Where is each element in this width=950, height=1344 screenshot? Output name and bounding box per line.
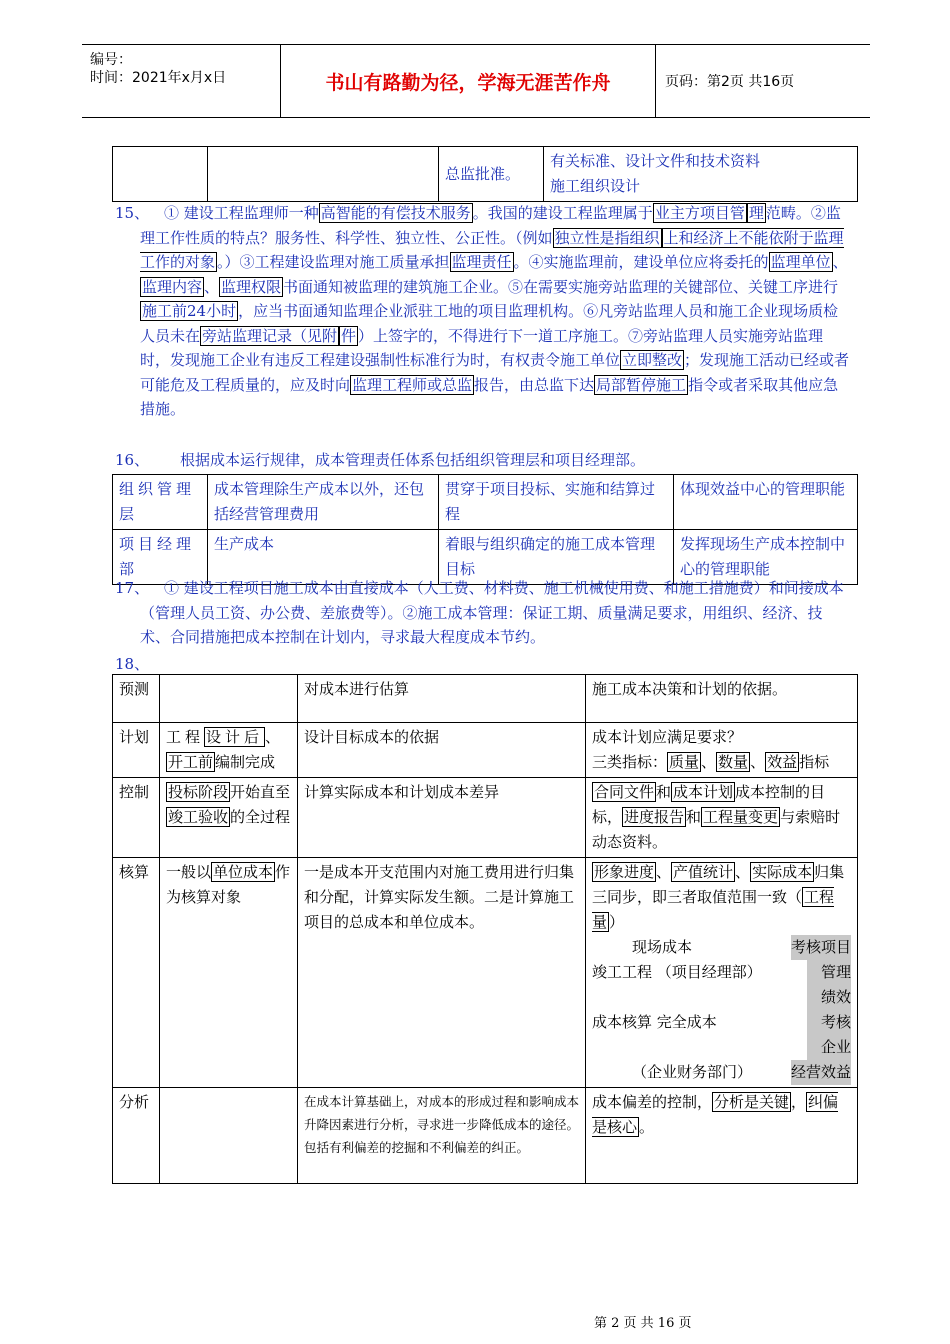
header-motto: 书山有路勤为径，学海无涯苦作舟 (281, 45, 656, 117)
page-header (82, 44, 870, 118)
top-table-cell: 总监批准。 (439, 147, 544, 202)
boxed-term: 工程量 (592, 888, 835, 931)
text-run: 成本核算 完全成本 (592, 1013, 717, 1031)
text-run: 成本偏差的控制， (592, 1093, 713, 1111)
row-label: 计划 (113, 723, 160, 778)
boxed-term: 效益 (767, 753, 798, 771)
boxed-term: 独立性是指组织 (554, 228, 660, 247)
text-run: 、 (656, 863, 672, 881)
text-run: 作为核算对象 (166, 863, 291, 906)
table-cell: 施工成本决策和计划的依据。 (586, 675, 858, 723)
boxed-term: 监理内容 (142, 277, 203, 296)
boxed-term: 形象进度 (594, 863, 655, 881)
text-run: 竣工工程 （项目经理部） (592, 963, 762, 981)
table-cell: 项目经理部 (113, 530, 208, 585)
text-run: 指标 (799, 753, 830, 771)
cell-line: 有关标准、设计文件和技术资料 (550, 152, 761, 170)
boxed-term: 开工前 (168, 753, 214, 771)
text-run: 。 (639, 1118, 655, 1136)
boxed-term: 产值统计 (673, 863, 734, 881)
text-run: 、 (265, 728, 281, 746)
text-run: 范畴。②监理工作性质的特点？服务性、科学性、独立性、公正性。（例如 (140, 204, 841, 247)
text-run: 和 (686, 808, 702, 826)
section-17-number: 17、 (115, 579, 150, 597)
text-run: 。）③工程建设监理对施工质量承担 (217, 253, 450, 271)
table-cell: 着眼与组织确定的施工成本管理目标 (439, 530, 674, 585)
text-run: ；发现施工活动已经或者可能危及工程质量的，应及时向 (140, 351, 850, 394)
row-label: 核算 (113, 858, 160, 1088)
row-label: 预测 (113, 675, 160, 723)
boxed-term: 质量 (669, 753, 700, 771)
cell-line (592, 960, 851, 1010)
header-time: 时间：2021年x月x日 (90, 70, 227, 86)
boxed-term: 理 (748, 204, 764, 222)
boxed-term: 监理责任 (451, 253, 512, 271)
section-15-paragraph (140, 201, 852, 422)
text-run: 书面通知被监理的建筑施工企业。⑤在需要实施旁站监理的关键部位、关键工序进行 (283, 277, 839, 296)
text-run: 归集三同步，即三者取值范围一致（ (592, 863, 845, 906)
text-run: 指令或者采取其他应急措施。 (140, 375, 839, 418)
boxed-term: 局部暂停施工 (596, 375, 687, 394)
table-cell: 组织管理层 (113, 475, 208, 530)
boxed-term: 业主方项目管 (654, 204, 745, 222)
text-run: 、 (701, 753, 717, 771)
cost-responsibility-table (112, 474, 858, 585)
table-cell (160, 858, 298, 1088)
boxed-term: 数量 (718, 753, 749, 771)
boxed-term: 竣工验收 (168, 808, 229, 826)
text-run: ， (791, 1093, 807, 1111)
table-cell: 体现效益中心的管理职能 (674, 475, 858, 530)
boxed-term: 施工前24小时 (142, 302, 237, 320)
shaded-term: 管理绩效 (807, 960, 851, 1010)
boxed-term: 实际成本 (752, 863, 813, 881)
boxed-term: 设计后 (206, 728, 264, 746)
text-run: 和 (656, 783, 672, 801)
table-cell: 在成本计算基础上，对成本的形成过程和影响成本升降因素进行分析，寻求进一步降低成本的途径。包括有利偏差的挖掘和不利偏差的纠正。 (298, 1088, 586, 1184)
boxed-term: 分析是关键 (714, 1093, 790, 1111)
text-run: ） (609, 913, 625, 931)
header-page-number: 页码：第2页 共16页 (665, 74, 795, 90)
text-run: 开始直至 (230, 783, 291, 801)
text-run: 。我国的建设工程监理属于 (472, 204, 653, 222)
text-run: 、 (750, 753, 766, 771)
page-footer: 第 2 页 共 16 页 (594, 1316, 692, 1331)
text-run: 与索赔时动态资料。 (592, 808, 841, 851)
text-run: 报告，由总监下达 (474, 375, 595, 394)
table-cell (160, 723, 298, 778)
boxed-term: 纠偏是核心 (592, 1093, 839, 1136)
cell-line (592, 1060, 851, 1085)
serial-number-label: 编号： (90, 52, 132, 68)
boxed-term: 工程量变更 (703, 808, 779, 826)
row-label: 控制 (113, 778, 160, 858)
text-run: 工程 (166, 728, 205, 746)
boxed-term: 合同文件 (594, 783, 655, 801)
top-table-cell (208, 147, 439, 202)
top-table-cell (113, 147, 208, 202)
boxed-term: 监理工程师或总监 (352, 375, 473, 394)
text-run: ① 建设工程项目施工成本由直接成本（人工费、材料费、施工机械使用费、和施工措施费）和间接成本（管理人员工资、办公费、差旅费等）。②施工成本管理：保证工期、质量满足要求，用组织、经济、技术、合同措施把成本控制在计划内，寻求最大程度成本节约。 (140, 579, 844, 646)
text-run: （企业财务部门） (632, 1063, 753, 1081)
section-15-number: 15、 (115, 204, 150, 222)
row-label: 分析 (113, 1088, 160, 1184)
table-cell: 对成本进行估算 (298, 675, 586, 723)
section-16-number: 16、 (115, 451, 150, 469)
boxed-term: 监理权限 (221, 277, 282, 296)
table-cell: 成本管理除生产成本以外，还包括经营管理费用 (208, 475, 439, 530)
top-table-cell (544, 147, 858, 202)
boxed-term: 立即整改 (622, 351, 683, 369)
table-cell (586, 858, 858, 1088)
table-cell (586, 723, 858, 778)
cell-line (592, 935, 851, 960)
boxed-term: 监理单位 (770, 253, 831, 271)
boxed-term: 成本计划 (673, 783, 734, 801)
boxed-term: 件 (341, 326, 357, 345)
section-16-text: 根据成本运行规律，成本管理责任体系包括组织管理层和项目经理部。 (180, 451, 646, 469)
cost-process-table (112, 674, 858, 1184)
text-run: 编制完成 (215, 753, 276, 771)
shaded-term: 经营效益 (791, 1060, 851, 1085)
text-run: 一般以 (166, 863, 212, 881)
shaded-term: 考核项目 (791, 935, 851, 960)
top-table (112, 146, 858, 202)
cell-line (592, 750, 851, 775)
table-cell: 贯穿于项目投标、实施和结算过程 (439, 475, 674, 530)
text-run: 。④实施监理前，建设单位应将委托的 (513, 253, 769, 271)
text-run: 现场成本 (632, 938, 693, 956)
section-18-number: 18、 (115, 655, 150, 673)
table-cell: 计算实际成本和计划成本差异 (298, 778, 586, 858)
boxed-term: 旁站监理记录（见附 (202, 326, 338, 345)
table-cell (160, 675, 298, 723)
cell-line (592, 860, 851, 935)
text-run: ① 建设工程监理师一种 (164, 204, 319, 222)
text-run: ，应当书面通知监理企业派驻工地的项目监理机构。⑥凡旁站监理人员和施工企业现场质检人员未在 (140, 302, 839, 345)
boxed-term: 进度报告 (624, 808, 685, 826)
table-cell (586, 1088, 858, 1184)
table-cell: 一是成本开支范围内对施工费用进行归集和分配，计算实际发生额。二是计算施工项目的总成本和单位成本。 (298, 858, 586, 1088)
cell-line: 施工组织设计 (550, 177, 641, 195)
boxed-term: 投标阶段 (168, 783, 229, 801)
boxed-term: 单位成本 (213, 863, 274, 881)
text-run: 的全过程 (230, 808, 291, 826)
table-cell: 设计目标成本的依据 (298, 723, 586, 778)
boxed-term: 高智能的有偿技术服务 (320, 204, 471, 222)
boxed-term: 上和经济上不能依附于监理工作的对象 (140, 228, 844, 271)
section-17-paragraph (140, 576, 852, 650)
text-run: ）上签字的，不得进行下一道工序施工。⑦旁站监理人员实施旁站监理时，发现施工企业有违反工程建设强制性标准行为时，有权责令施工单位 (140, 326, 824, 369)
text-run: 三类指标： (592, 753, 668, 771)
text-run: 、 (204, 277, 220, 296)
table-cell (586, 778, 858, 858)
table-cell (160, 1088, 298, 1184)
table-cell: 发挥现场生产成本控制中心的管理职能 (674, 530, 858, 585)
header-meta (82, 45, 281, 117)
cell-line: 成本计划应满足要求？ (592, 728, 743, 746)
text-run: 、 (735, 863, 751, 881)
shaded-term: 考核企业 (807, 1010, 851, 1060)
cell-line (592, 1010, 851, 1060)
text-run: 成本控制的目标， (592, 783, 826, 826)
table-cell (160, 778, 298, 858)
text-run: 、 (832, 253, 848, 271)
table-cell: 生产成本 (208, 530, 439, 585)
